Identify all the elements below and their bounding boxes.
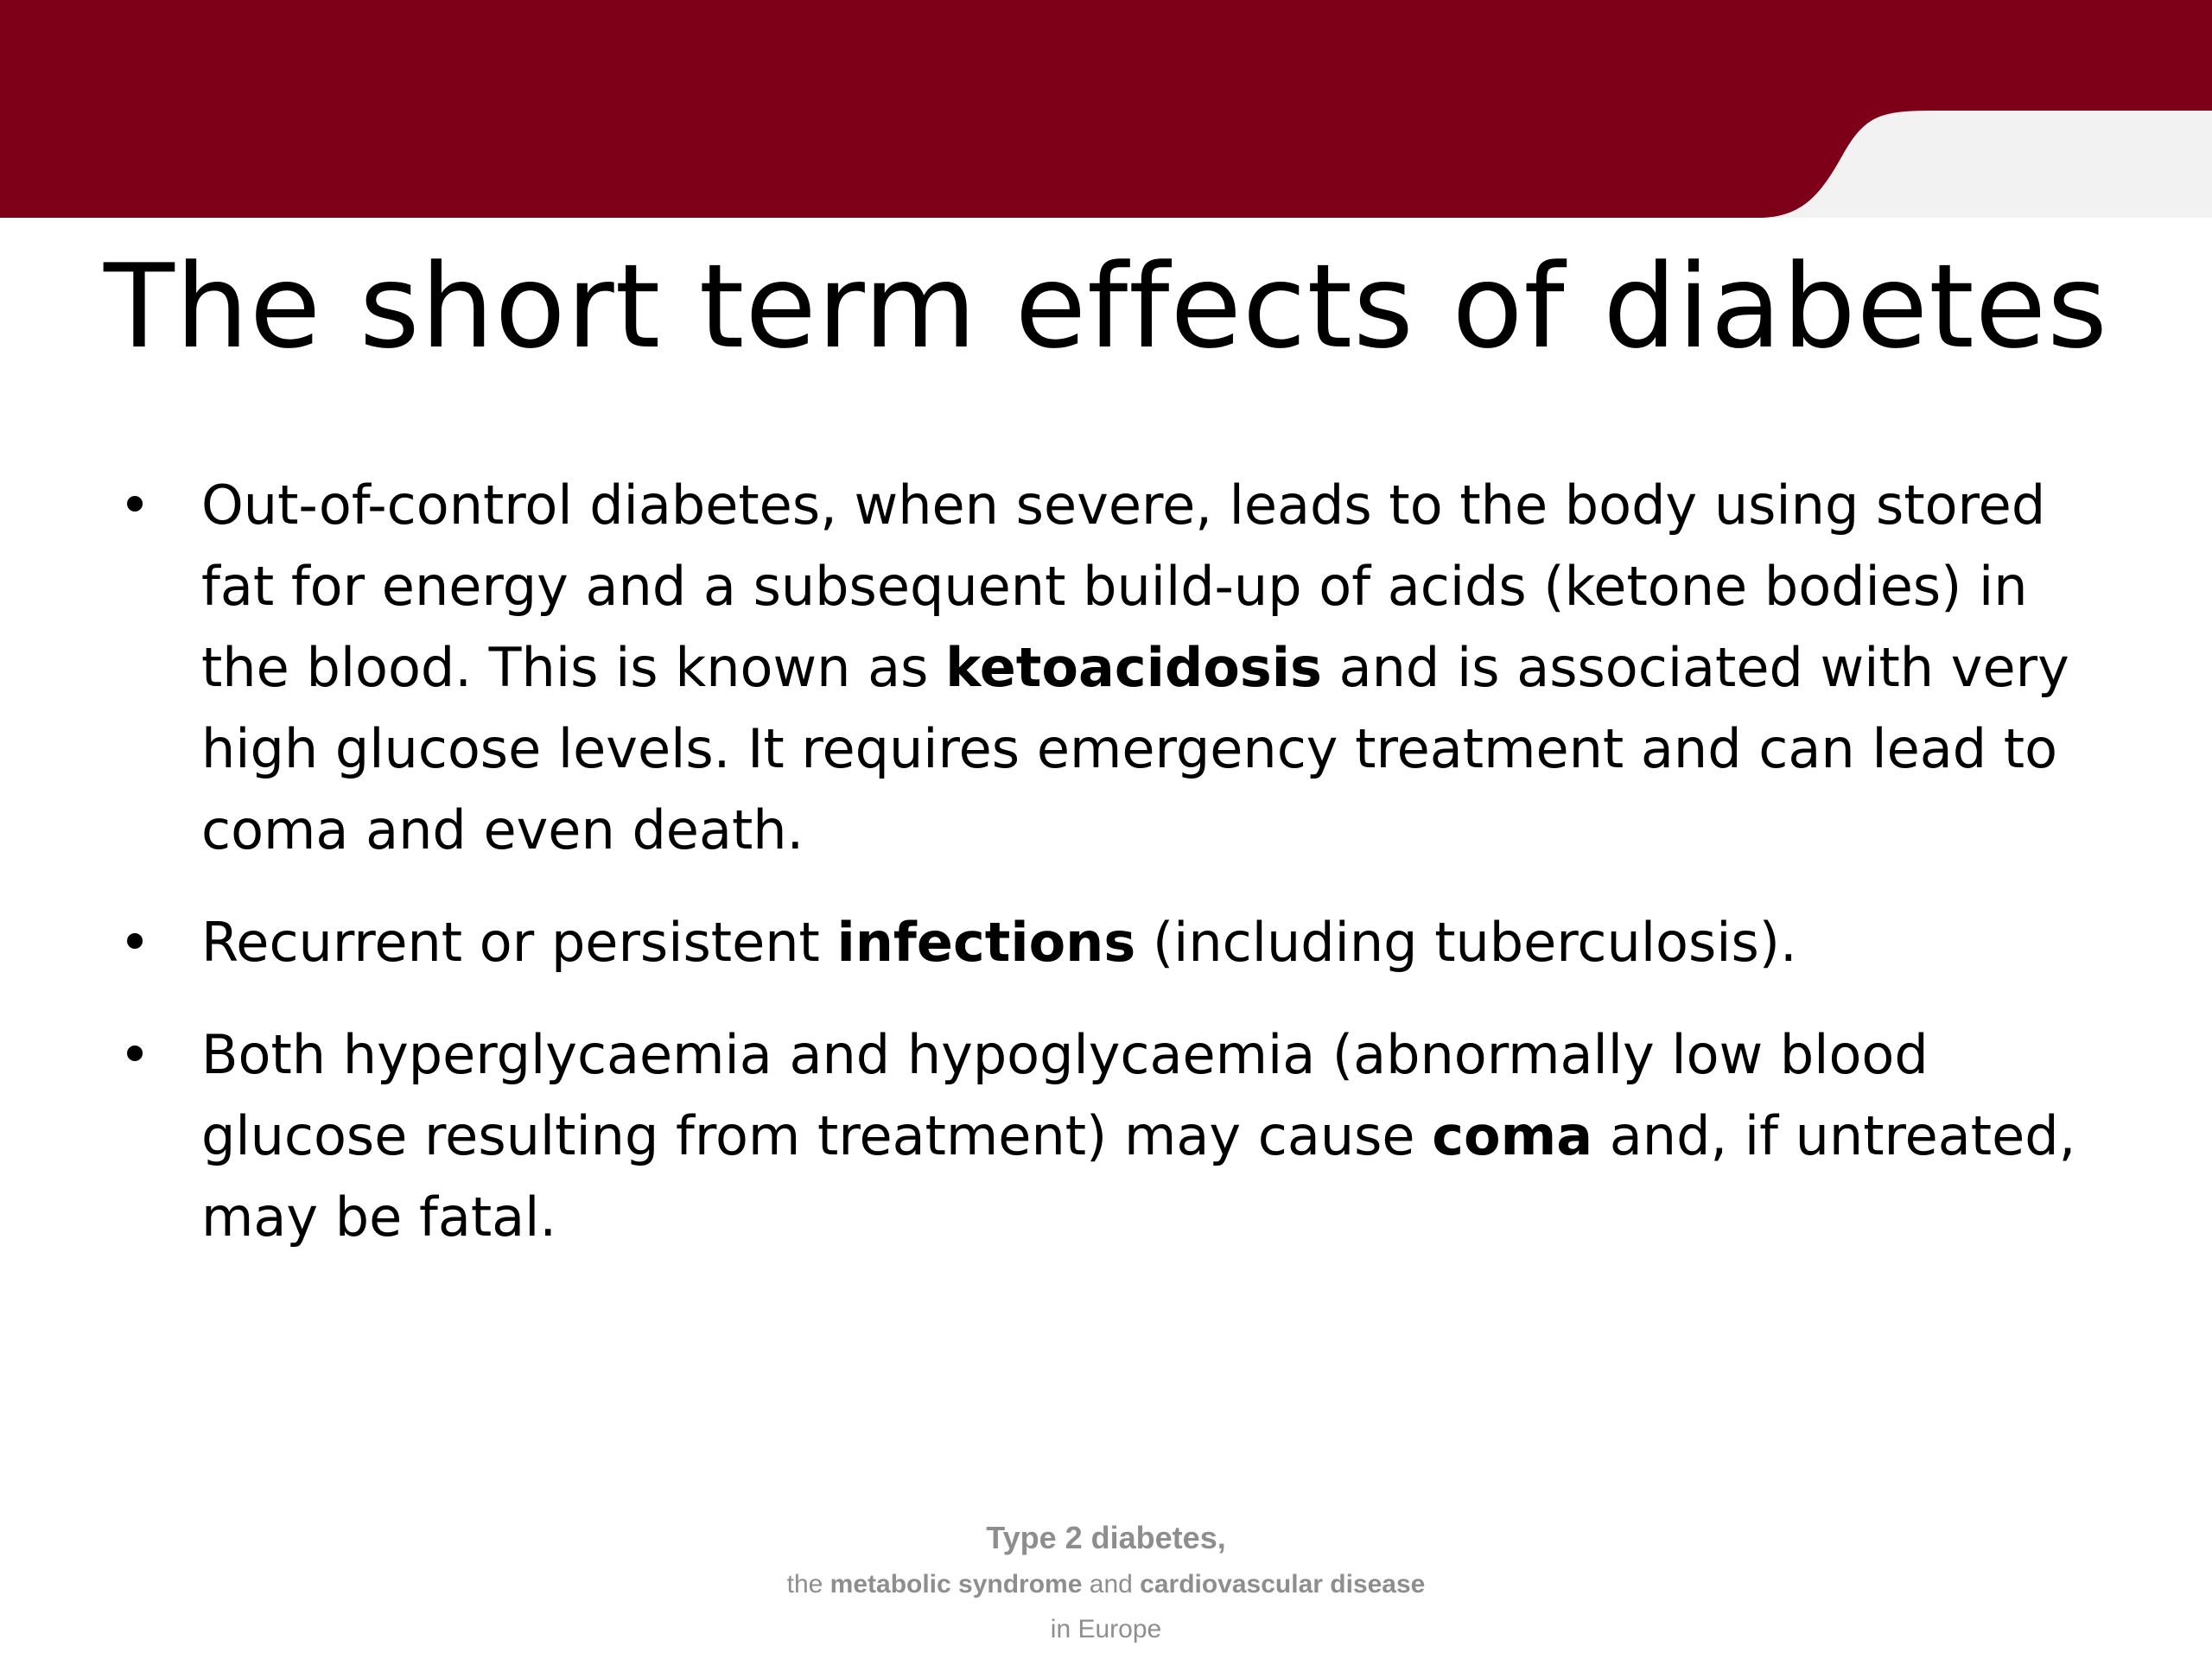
bullet-text-after: and, if untreated, may be fatal. [201, 1104, 2076, 1249]
bullet-keyword: ketoacidosis [945, 636, 1322, 699]
footer-text: and [1082, 1570, 1141, 1599]
footer-keyword: metabolic syndrome [830, 1570, 1083, 1599]
bullet-item-ketoacidosis [0, 465, 2085, 871]
bullet-text-after: (including tuberculosis). [1135, 911, 1797, 974]
footer-text: the [786, 1570, 830, 1599]
bullet-dot: • [118, 1023, 151, 1086]
bullet-text-before: Out-of-control diabetes, when severe, leads to the body using stored fat for energy and a subsequent build-up of acids (ketone bodies) in the blood. This is known as [201, 474, 2046, 699]
footer-title: Type 2 diabetes, [986, 1520, 1226, 1555]
bullet-item-infections [0, 902, 2085, 983]
bullet-text-before: Both hyperglycaemia and hypoglycaemia (abnormally low blood glucose resulting from treatment) may cause [201, 1023, 1929, 1167]
bullet-dot: • [118, 911, 151, 974]
bullet-text-before: Recurrent or persistent [201, 911, 837, 974]
footer-keyword: cardiovascular disease [1140, 1570, 1426, 1599]
header-band [0, 0, 2212, 225]
slide-footer [0, 1514, 2212, 1652]
bullet-keyword: infections [836, 911, 1136, 974]
slide-title: The short term effects of diabetes [104, 239, 2108, 374]
bullet-text-after: and is associated with very high glucose levels. It requires emergency treatment and can lead to coma and even death. [201, 636, 2069, 861]
footer-region: in Europe [1050, 1615, 1162, 1643]
bullet-item-coma [0, 1014, 2085, 1258]
bullet-keyword: coma [1432, 1104, 1593, 1167]
bullet-list [0, 465, 2212, 1289]
header-band-graphic [0, 0, 2212, 225]
footer-subtitle [0, 1562, 2212, 1607]
bullet-dot: • [118, 474, 151, 537]
